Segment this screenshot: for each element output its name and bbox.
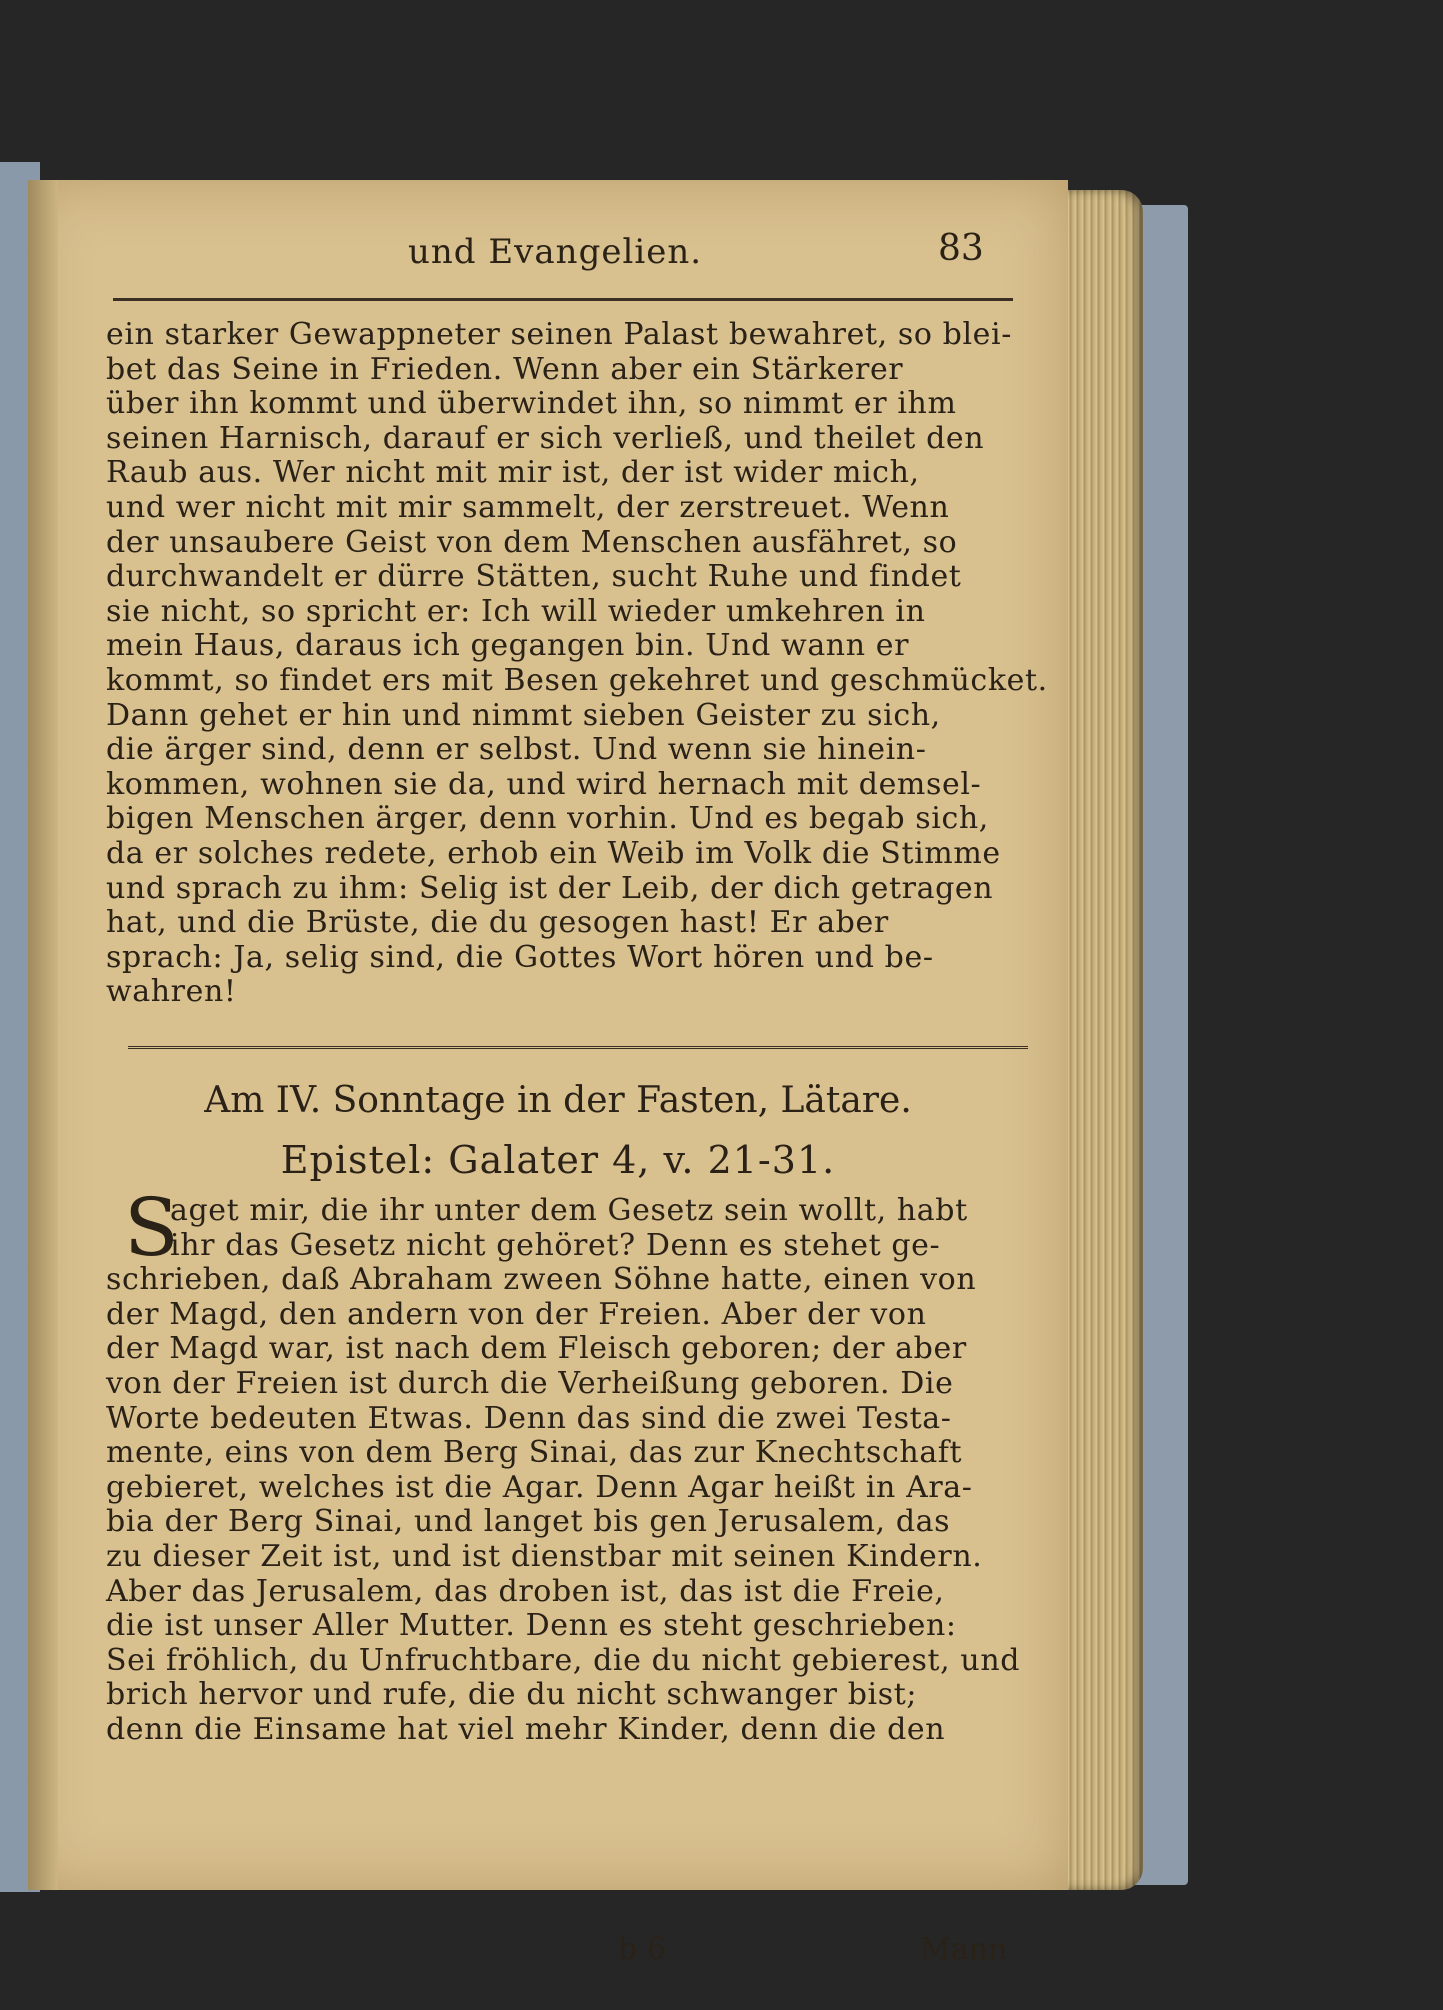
page-gutter <box>28 180 58 1890</box>
text-line: der unsaubere Geist von dem Menschen ausfähret, so <box>106 524 958 560</box>
text-line: bet das Seine in Frieden. Wenn aber ein Stärkerer <box>106 351 904 387</box>
catchword: Mann <box>920 1932 1008 1967</box>
text-line: Dann gehet er hin und nimmt sieben Geister zu sich, <box>106 697 941 733</box>
text-line: schrieben, daß Abraham zween Söhne hatte, einen von <box>106 1262 977 1298</box>
text-line: die ärger sind, denn er selbst. Und wenn sie hinein- <box>106 732 927 768</box>
running-head: und Evangelien. <box>408 232 703 272</box>
text-line: sprach: Ja, selig sind, die Gottes Wort hören und be- <box>106 939 934 975</box>
text-line: kommt, so findet ers mit Besen gekehret und geschmücket. <box>106 662 1048 698</box>
text-line: mente, eins von dem Berg Sinai, das zur Knechtschaft <box>106 1435 963 1471</box>
text-line: und sprach zu ihm: Selig ist der Leib, der dich getragen <box>106 870 994 906</box>
text-line: denn die Einsame hat viel mehr Kinder, denn die den <box>106 1711 946 1747</box>
text-line: brich hervor und rufe, die du nicht schwanger bist; <box>106 1677 918 1713</box>
text-line: durchwandelt er dürre Stätten, sucht Ruhe und findet <box>106 559 962 595</box>
text-line: hat, und die Brüste, die du gesogen hast! Er aber <box>106 905 889 941</box>
epistle-passage <box>106 1194 1041 1748</box>
drop-cap: S <box>124 1181 179 1274</box>
text-line: sie nicht, so spricht er: Ich will wieder umkehren in <box>106 593 926 629</box>
text-line: zu dieser Zeit ist, und ist dienstbar mit seinen Kindern. <box>106 1538 983 1574</box>
text-line: da er solches redete, erhob ein Weib im Volk die Stimme <box>106 835 1001 871</box>
section-divider <box>128 1046 1028 1049</box>
text-line: kommen, wohnen sie da, und wird hernach mit demsel- <box>106 766 982 802</box>
text-line: ihr das Gesetz nicht gehöret? Denn es stehet ge- <box>170 1227 941 1263</box>
text-line: ein starker Gewappneter seinen Palast bewahret, so blei- <box>106 317 1012 352</box>
text-line: aget mir, die ihr unter dem Gesetz sein wollt, habt <box>170 1193 968 1228</box>
text-line: Worte bedeuten Etwas. Denn das sind die zwei Testa- <box>106 1400 952 1436</box>
epistle-heading: Epistel: Galater 4, v. 21-31. <box>280 1138 836 1182</box>
text-line: mein Haus, daraus ich gegangen bin. Und wann er <box>106 628 910 664</box>
text-line: bigen Menschen ärger, denn vorhin. Und es begab sich, <box>106 801 989 837</box>
text-line: und wer nicht mit mir sammelt, der zerstreuet. Wenn <box>106 489 950 525</box>
text-line: der Magd war, ist nach dem Fleisch geboren; der aber <box>106 1331 967 1367</box>
text-line: die ist unser Aller Mutter. Denn es steht geschrieben: <box>106 1608 957 1644</box>
text-line: Sei fröhlich, du Unfruchtbare, die du nicht gebierest, und <box>106 1642 1021 1678</box>
text-line: gebieret, welches ist die Agar. Denn Agar heißt in Ara- <box>106 1469 973 1505</box>
text-line: von der Freien ist durch die Verheißung geboren. Die <box>106 1365 954 1401</box>
signature-mark: b 6 <box>618 1932 666 1967</box>
header-rule <box>113 298 1013 301</box>
section-title: Am IV. Sonntage in der Fasten, Lätare. <box>204 1080 912 1121</box>
text-line: bia der Berg Sinai, und langet bis gen Jerusalem, das <box>106 1504 951 1540</box>
text-line: wahren! <box>106 974 237 1010</box>
text-line: Raub aus. Wer nicht mit mir ist, der ist wider mich, <box>106 455 920 491</box>
gospel-passage <box>106 317 1048 1010</box>
text-line: Aber das Jerusalem, das droben ist, das ist die Freie, <box>106 1573 945 1609</box>
page-number: 83 <box>938 228 984 269</box>
book-page <box>28 180 1068 1967</box>
text-line: der Magd, den andern von der Freien. Aber der von <box>106 1296 927 1332</box>
text-line: über ihn kommt und überwindet ihn, so nimmt er ihm <box>106 386 957 422</box>
text-line: seinen Harnisch, darauf er sich verließ, und theilet den <box>106 420 985 456</box>
